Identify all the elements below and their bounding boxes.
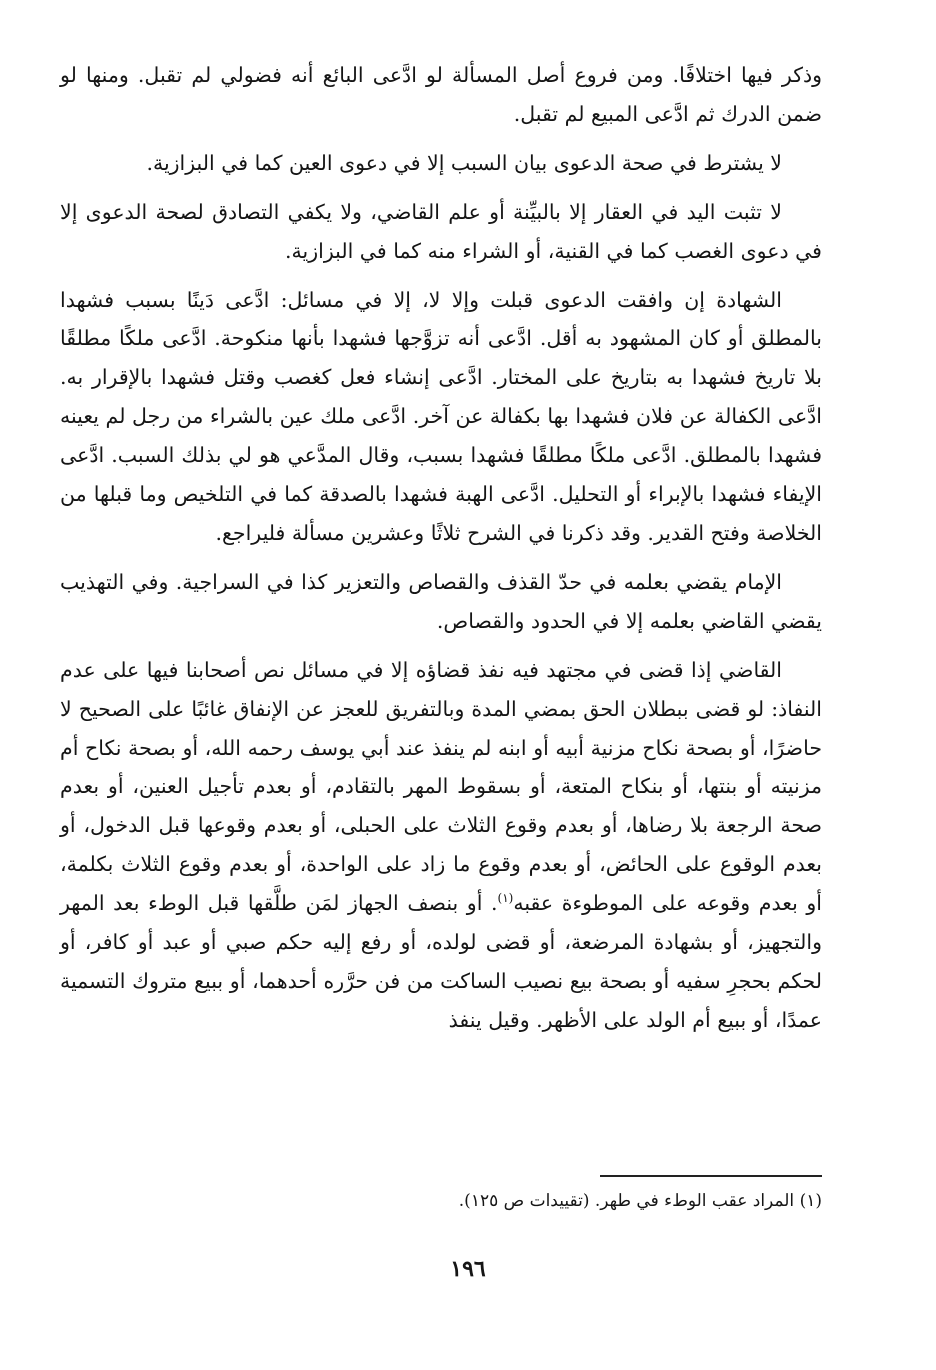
paragraph-5: [60, 563, 822, 641]
footnote-reference: (١): [497, 891, 514, 906]
paragraph-6-text-b: . أو بنصف الجهاز لمَن طلَّقها قبل الوطء بعد المهر والتجهيز، أو بشهادة المرضعة، أو قضى لولده، أو رفع إليه حكم صبي أو عبد أو كافر، أو لحكم بحجرِ سفيه أو بصحة بيع نصيب الساكت من فن حرَّره أحدهما، أو ببيع متروك التسمية عمدًا، أو ببيع أم الولد على الأظهر. وقيل ينفذ: [60, 891, 822, 1032]
paragraph-4-text: الشهادة إن وافقت الدعوى قبلت وإلا لا، إلا في مسائل: ادَّعى دَينًا بسبب فشهدا بالمطلق أو كان المشهود به أقل. ادَّعى أنه تزوَّجها فشهدا بأنها منكوحة. ادَّعى ملكًا مطلقًا بلا تاريخ فشهدا به بتاريخ على المختار. ادَّعى إنشاء فعل كغصب وقتل فشهدا بالإقرار به. ادَّعى الكفالة عن فلان فشهدا بها بكفالة عن آخر. ادَّعى ملك عين بالشراء من رجل لم يعينه فشهدا بالمطلق. ادَّعى ملكًا مطلقًا فشهدا بسبب، وقال المدَّعي هو لي بذلك السبب. ادَّعى الإيفاء فشهدا بالإبراء أو التحليل. ادَّعى الهبة فشهدا بالصدقة كما في التلخيص وما قبلها من الخلاصة وفتح القدير. وقد ذكرنا في الشرح ثلاثًا وعشرين مسألة فليراجع.: [60, 287, 822, 545]
paragraph-2: [60, 144, 822, 183]
paragraph-6: [60, 651, 822, 1040]
page-number: ١٩٦: [450, 1256, 486, 1282]
footnote-text: المراد عقب الوطء في طهر. (تقييدات ص ١٢٥).: [458, 1191, 795, 1211]
paragraph-4: [60, 281, 822, 553]
footnote-marker: (١): [799, 1191, 822, 1211]
paragraph-1-text: وذكر فيها اختلافًا. ومن فروع أصل المسألة لو ادَّعى البائع أنه فضولي لم تقبل. ومنها لو ضمن الدرك ثم ادَّعى المبيع لم تقبل.: [60, 63, 822, 126]
paragraph-3: [60, 193, 822, 271]
paragraph-5-text: الإمام يقضي بعلمه في حدّ القذف والقصاص والتعزير كذا في السراجية. وفي التهذيب يقضي القاضي بعلمه إلا في الحدود والقصاص.: [60, 569, 822, 633]
paragraph-1: [60, 56, 822, 134]
paragraph-6-text-a: القاضي إذا قضى في مجتهد فيه نفذ قضاؤه إلا في مسائل نص أصحابنا فيها على عدم النفاذ: لو قضى ببطلان الحق بمضي المدة وبالتفريق للعجز عن الإنفاق غائبًا على الصحيح لا حاضرًا، أو بصحة نكاح مزنية أبيه أو ابنه لم ينفذ عند أبي يوسف رحمه الله، أو بصحة نكاح أم مزنيته أو بنتها، أو بنكاح المتعة، أو بسقوط المهر بالتقادم، أو بعدم تأجيل العنين، أو بعدم صحة الرجعة بلا رضاها، أو بعدم وقوع الثلاث على الحبلى، أو بعدم وقوعها قبل الدخول، أو بعدم الوقوع على الحائض، أو بعدم وقوع ما زاد على الواحدة، أو بعدم وقوع الثلاث بكلمة، أو بعدم وقوعه على الموطوءة عقبه: [60, 657, 823, 916]
footnote-divider: [600, 1175, 822, 1177]
paragraph-3-text: لا تثبت اليد في العقار إلا بالبيِّنة أو علم القاضي، ولا يكفي التصادق لصحة الدعوى إلا في دعوى الغصب كما في القنية، أو الشراء منه كما في البزازية.: [60, 199, 822, 263]
footnote: [60, 1186, 822, 1216]
main-text: [60, 56, 822, 1050]
paragraph-2-text: لا يشترط في صحة الدعوى بيان السبب إلا في دعوى العين كما في البزازية.: [146, 150, 782, 175]
